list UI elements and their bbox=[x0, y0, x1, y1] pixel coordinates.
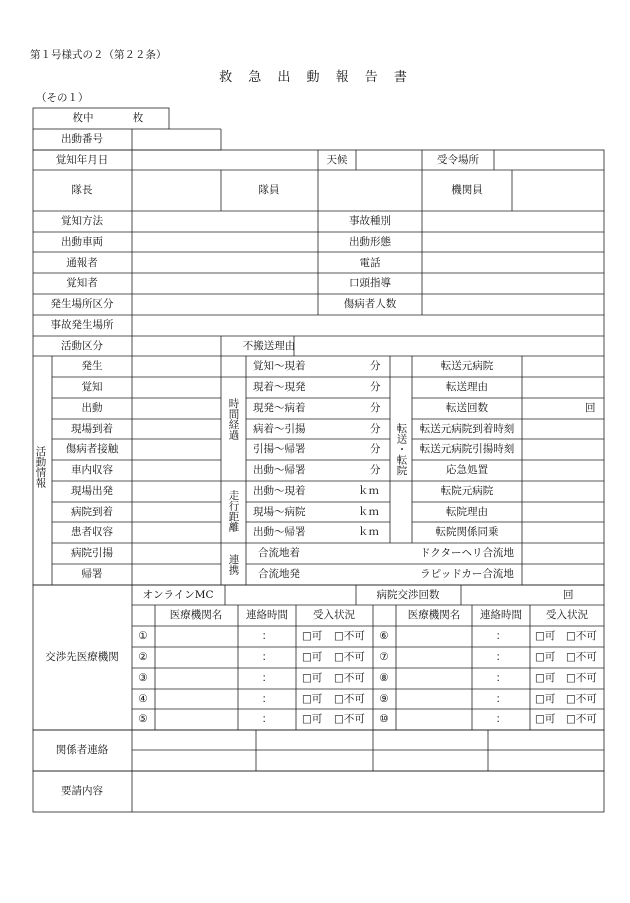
col-status-right: 受入状況 bbox=[546, 609, 588, 621]
rescuer-label: 機関員 bbox=[451, 184, 483, 196]
link-group-label: 連携 bbox=[227, 554, 240, 575]
ng-checkbox[interactable]: □不可 bbox=[334, 630, 365, 642]
ng-checkbox[interactable]: □不可 bbox=[566, 713, 597, 725]
right-num-1: ⑦ bbox=[379, 651, 389, 663]
km-unit-2: ｋｍ bbox=[358, 526, 379, 538]
time-sep: ： bbox=[495, 693, 507, 705]
time-sep: ： bbox=[495, 651, 507, 663]
info-left-4: 発生場所区分 bbox=[50, 298, 114, 310]
receiver-label: 受令場所 bbox=[437, 154, 479, 166]
link-0: 合流地着 bbox=[258, 547, 300, 559]
distance-2: 出動～帰署 bbox=[253, 526, 306, 538]
col-institution-left: 医療機関名 bbox=[169, 609, 223, 621]
negotiation-label: 交渉先医療機関 bbox=[45, 651, 119, 663]
subtitle: （その１） bbox=[36, 92, 89, 104]
interval-2: 現発～病着 bbox=[253, 402, 306, 414]
right-num-3: ⑨ bbox=[379, 693, 389, 705]
accident-place-label: 事故発生場所 bbox=[50, 319, 114, 331]
time-0: 発生 bbox=[81, 360, 103, 372]
info-left-2: 通報者 bbox=[66, 257, 98, 269]
transfer-0: 転送元病院 bbox=[440, 360, 494, 372]
ng-checkbox[interactable]: □不可 bbox=[566, 693, 597, 705]
rapid-car-label: ラピッドカー合流地 bbox=[420, 568, 514, 580]
time-10: 帰署 bbox=[81, 568, 103, 580]
activity-section-label: 活動情報 bbox=[34, 446, 47, 488]
ng-checkbox[interactable]: □不可 bbox=[334, 651, 365, 663]
sheet-unit: 枚 bbox=[132, 112, 144, 124]
time-sep: ： bbox=[261, 693, 273, 705]
interval-4: 引揚～帰署 bbox=[253, 443, 306, 455]
ok-checkbox[interactable]: □可 bbox=[535, 672, 556, 684]
dispatch-no-label: 出動番号 bbox=[61, 133, 103, 145]
ok-checkbox[interactable]: □可 bbox=[535, 651, 556, 663]
time-sep: ： bbox=[261, 651, 273, 663]
time-1: 覚知 bbox=[81, 381, 103, 393]
awareness-date-label: 覚知年月日 bbox=[55, 154, 109, 166]
time-7: 病院到着 bbox=[71, 506, 113, 518]
minute-unit-3: 分 bbox=[370, 423, 381, 435]
time-3: 現場到着 bbox=[71, 423, 113, 435]
time-sep: ： bbox=[495, 713, 507, 725]
minute-unit-4: 分 bbox=[370, 443, 381, 455]
ng-checkbox[interactable]: □不可 bbox=[566, 630, 597, 642]
ok-checkbox[interactable]: □可 bbox=[302, 693, 323, 705]
ok-checkbox[interactable]: □可 bbox=[302, 630, 323, 642]
contact-count-label: 病院交渉回数 bbox=[376, 589, 440, 601]
ng-checkbox[interactable]: □不可 bbox=[566, 672, 597, 684]
info-left-3: 覚知者 bbox=[66, 277, 98, 289]
non-transport-reason-label: 不搬送理由 bbox=[242, 340, 296, 352]
ok-checkbox[interactable]: □可 bbox=[302, 672, 323, 684]
interval-5: 出動～帰署 bbox=[253, 464, 306, 476]
minute-unit-1: 分 bbox=[370, 381, 381, 393]
transfer-group-label: 転送・転院 bbox=[395, 423, 408, 476]
time-sep: ： bbox=[261, 713, 273, 725]
left-num-1: ② bbox=[138, 651, 148, 663]
minute-unit-2: 分 bbox=[370, 402, 381, 414]
time-4: 傷病者接触 bbox=[65, 443, 119, 455]
hospital-transfer-2: 転院関係同乗 bbox=[435, 526, 499, 538]
sheet-label: 枚中 bbox=[72, 112, 94, 124]
hospital-transfer-1: 転院理由 bbox=[446, 506, 488, 518]
minute-unit-5: 分 bbox=[370, 464, 381, 476]
related-contact-label: 関係者連絡 bbox=[55, 744, 109, 756]
info-right-0: 事故種別 bbox=[349, 215, 391, 227]
time-8: 患者収容 bbox=[71, 526, 113, 538]
interval-3: 病着～引揚 bbox=[253, 423, 306, 435]
time-group-label: 時間経過 bbox=[227, 398, 240, 440]
left-num-0: ① bbox=[138, 630, 148, 642]
left-num-3: ④ bbox=[138, 693, 148, 705]
request-content-label: 要請内容 bbox=[61, 785, 103, 797]
left-num-4: ⑤ bbox=[138, 713, 148, 725]
km-unit-0: ｋｍ bbox=[358, 485, 379, 497]
ng-checkbox[interactable]: □不可 bbox=[566, 651, 597, 663]
weather-label: 天候 bbox=[326, 154, 348, 166]
right-num-2: ⑧ bbox=[379, 672, 389, 684]
transfer-5: 応急処置 bbox=[446, 464, 488, 476]
distance-0: 出動～現着 bbox=[253, 485, 306, 497]
time-sep: ： bbox=[495, 672, 507, 684]
time-6: 現場出発 bbox=[71, 485, 113, 497]
distance-1: 現場～病院 bbox=[253, 506, 306, 518]
right-num-4: ⑩ bbox=[379, 713, 389, 725]
time-sep: ： bbox=[261, 672, 273, 684]
minute-unit-0: 分 bbox=[370, 360, 381, 372]
ng-checkbox[interactable]: □不可 bbox=[334, 672, 365, 684]
info-right-3: 口頭指導 bbox=[349, 277, 391, 289]
member-label: 隊員 bbox=[258, 184, 280, 196]
col-time-left: 連絡時間 bbox=[246, 609, 288, 621]
left-num-2: ③ bbox=[138, 672, 148, 684]
activity-category-label: 活動区分 bbox=[61, 340, 103, 352]
info-left-0: 覚知方法 bbox=[61, 215, 103, 227]
hospital-transfer-0: 転院元病院 bbox=[440, 485, 494, 497]
col-status-left: 受入状況 bbox=[313, 609, 355, 621]
col-institution-right: 医療機関名 bbox=[407, 609, 461, 621]
online-mc-label: オンラインMC bbox=[142, 589, 214, 601]
time-2: 出動 bbox=[81, 402, 103, 414]
transfer-count-unit: 回 bbox=[585, 402, 596, 414]
form-number: 第１号様式の２（第２２条） bbox=[30, 49, 167, 61]
info-right-4: 傷病者人数 bbox=[343, 298, 397, 310]
info-right-1: 出動形態 bbox=[349, 236, 391, 248]
info-right-2: 電話 bbox=[359, 257, 381, 269]
link-1: 合流地発 bbox=[258, 568, 300, 580]
time-sep: ： bbox=[261, 630, 273, 642]
ng-checkbox[interactable]: □不可 bbox=[334, 713, 365, 725]
km-unit-1: ｋｍ bbox=[358, 506, 379, 518]
ng-checkbox[interactable]: □不可 bbox=[334, 693, 365, 705]
time-9: 病院引揚 bbox=[71, 547, 113, 559]
interval-0: 覚知～現着 bbox=[253, 360, 306, 372]
ok-checkbox[interactable]: □可 bbox=[535, 693, 556, 705]
ok-checkbox[interactable]: □可 bbox=[302, 713, 323, 725]
contact-count-unit: 回 bbox=[563, 589, 574, 601]
right-num-0: ⑥ bbox=[379, 630, 389, 642]
transfer-1: 転送理由 bbox=[446, 381, 488, 393]
ok-checkbox[interactable]: □可 bbox=[302, 651, 323, 663]
time-5: 車内収容 bbox=[71, 464, 113, 476]
ok-checkbox[interactable]: □可 bbox=[535, 630, 556, 642]
transfer-4: 転送元病院引揚時刻 bbox=[419, 443, 515, 455]
interval-1: 現着～現発 bbox=[253, 381, 306, 393]
ok-checkbox[interactable]: □可 bbox=[535, 713, 556, 725]
col-time-right: 連絡時間 bbox=[480, 609, 522, 621]
time-sep: ： bbox=[495, 630, 507, 642]
transfer-2: 転送回数 bbox=[446, 402, 488, 414]
captain-label: 隊長 bbox=[71, 184, 93, 196]
doctor-heli-label: ドクターヘリ合流地 bbox=[419, 547, 515, 559]
info-left-1: 出動車両 bbox=[61, 236, 103, 248]
distance-group-label: 走行距離 bbox=[227, 490, 240, 532]
page-title: 救 急 出 動 報 告 書 bbox=[219, 70, 413, 85]
transfer-3: 転送元病院到着時刻 bbox=[419, 423, 515, 435]
